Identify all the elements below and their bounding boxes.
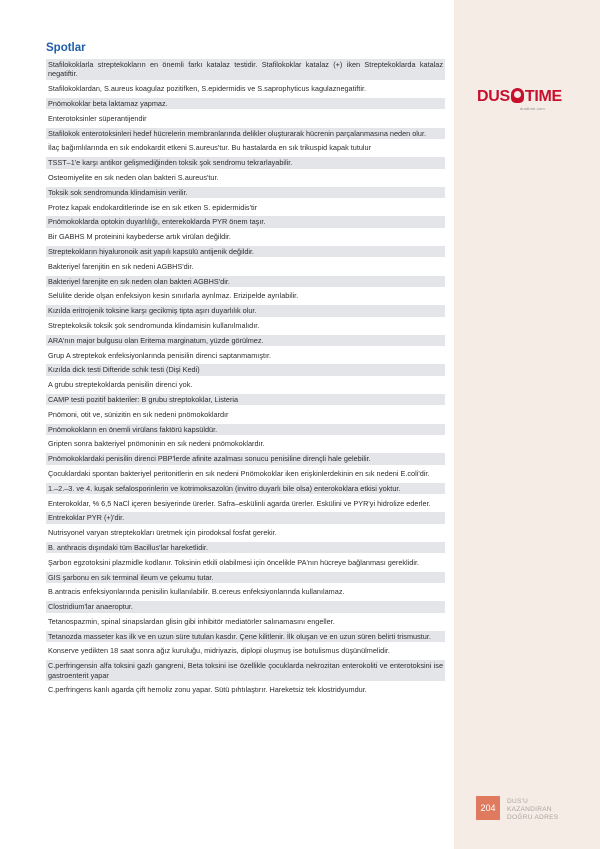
- fact-item: Pnömokoklardaki penisilin direnci PBP'lerde afinite azalması sonucu penisiline dirençli hale gelebilir.: [46, 453, 445, 464]
- fact-item: Konserve yedikten 18 saat sonra ağız kuruluğu, midriyazis, diplopi oluşmuş ise botulismus düşünülmelidir.: [48, 646, 390, 656]
- fact-item: Clostridium'lar anaeroptur.: [46, 601, 445, 612]
- tooth-icon: [511, 88, 524, 103]
- fact-item: B.antracis enfeksiyonlarında penisilin kullanılabilir. B.cereus enfeksiyonlarında kullanılamaz.: [48, 587, 345, 597]
- brand-slogan: [507, 798, 558, 822]
- dustime-logo: [477, 88, 562, 106]
- fact-item: C.perfringensin alfa toksini gazlı gangreni, Beta toksini ise özellikle çocuklarda nekrozitan enterokoliti ve enterotoksini ise gastroenterit yapar: [48, 661, 443, 680]
- fact-item: A grubu streptekoklarda penisilin direnci yok.: [48, 380, 193, 390]
- fact-item: Enterotoksinler süperantijendir: [48, 113, 147, 123]
- fact-item: B. anthracis dışındaki tüm Bacillus'lar hareketlidir.: [46, 542, 445, 553]
- fact-item: Stafilokok enterotoksinleri hedef hücrelerin membranlarında delikler oluşturarak hücrenin parçalanmasına neden olur.: [46, 128, 445, 139]
- fact-item: Bir GABHS M proteinini kaybederse artık virülan değildir.: [48, 232, 231, 242]
- fact-item: Gripten sonra bakteriyel pnömoninin en sık nedeni pnömokoklardır.: [48, 439, 265, 449]
- section-title: Spotlar: [46, 42, 86, 54]
- fact-item: Protez kapak endokarditlerinde ise en sık etken S. epidermidis'tir: [48, 202, 258, 212]
- fact-item: Stafilokoklarla streptekokların en önemli farkı katalaz testidir. Stafilokoklar katalaz (+) iken Streptekoklarda katalaz negatiftir.: [48, 60, 443, 79]
- fact-item: TSST–1'e karşı antikor gelişmediğinden toksik şok sendromu tekrarlayabilir.: [46, 157, 445, 168]
- fact-item: Enterokoklar, % 6,5 NaCl içeren besiyerinde ürerler. Safra–eskülinli agarda ürerler. Eskülini ve PYR'yi hidrolize ederler.: [48, 498, 431, 508]
- fact-item: Şarbon egzotoksini plazmidle kodlanır. Toksinin etkili olabilmesi için öncelikle PA'nın hücreye bağlanması gereklidir.: [48, 557, 420, 567]
- fact-item: GIS şarbonu en sık terminal ileum ve çekumu tutar.: [46, 572, 445, 583]
- facts-list: [46, 59, 445, 699]
- fact-item: Toksik sok sendromunda klindamisin verilir.: [46, 187, 445, 198]
- logo-left-text: DUS: [477, 88, 510, 105]
- page-number: 204: [476, 796, 500, 820]
- fact-item: CAMP testi pozitif bakteriler: B grubu streptokoklar, Listeria: [46, 394, 445, 405]
- logo-right-text: TIME: [524, 88, 562, 105]
- fact-item: Pnömoni, otit ve, sünizitin en sık nedeni pnömokoklardır: [48, 409, 229, 419]
- fact-item: Stafilokoklardan, S.aureus koagulaz pozitifken, S.epidermidis ve S.saprophyticus kagulaznegatiftir.: [48, 84, 366, 94]
- fact-item: Tetanozda masseter kas ilk ve en uzun süre tutulan kasdır. Çene kilitlenir. İlk oluşan ve en uzun süren belirti trismustur.: [46, 631, 445, 642]
- fact-item: Pnömokoklar beta laktamaz yapmaz.: [46, 98, 445, 109]
- fact-item: ARA'nın major bulgusu olan Eritema marginatum, yüzde görülmez.: [46, 335, 445, 346]
- logo-subtitle: dustime.com: [520, 106, 545, 111]
- fact-item: Pnömokokların en önemli virülans faktörü kapsüldür.: [46, 424, 445, 435]
- fact-item: İlaç bağımlılarında en sık endokardit etkeni S.aureus'tur. Bu hastalarda en sık trikuspid kapak tutulur: [48, 143, 372, 153]
- fact-item: Nutrisyonel varyan streptekokları üretmek için pirodoksal fosfat gerekir.: [48, 528, 277, 538]
- fact-item: Bakteriyel farenjite en sık neden olan bakteri AGBHS'dir.: [46, 276, 445, 287]
- fact-item: Bakteriyel farenjitin en sık nedeni AGBHS'dir.: [48, 261, 194, 271]
- fact-item: Osteomiyelite en sık neden olan bakteri S.aureus'tur.: [48, 172, 219, 182]
- page-sidebar: [454, 0, 600, 849]
- fact-item: Kızılda dick testi Difteride schik testi (Dişi Kedi): [46, 364, 445, 375]
- fact-item: Pnömokoklarda optokin duyarlılığı, enterekoklarda PYR önem taşır.: [46, 216, 445, 227]
- fact-item: Kızılda eritrojenik toksine karşı gecikmiş tipta aşırı duyarlılık olur.: [46, 305, 445, 316]
- fact-item: Çocuklardaki spontan bakteriyel peritonitlerin en sık nedeni Pnömokoklar iken erişkinlerdekinin en sık nedeni E.coli'dir.: [48, 468, 430, 478]
- brand-slogan-line: DOĞRU ADRES: [507, 814, 559, 821]
- fact-item: Grup A streptekok enfeksiyonlarında penisilin direnci saptanmamıştır.: [48, 350, 272, 360]
- brand-slogan-line: KAZANDIRAN: [507, 806, 552, 813]
- fact-item: Streptekoksik toksik şok sendromunda klindamisin kullanılmalıdır.: [48, 320, 260, 330]
- fact-item: Selülite deride olşan enfeksiyon kesin sınırlarla ayrılmaz. Erizipelde ayrılabilir.: [48, 291, 299, 301]
- fact-item: 1.–2.–3. ve 4. kuşak sefalosporinlerin ve kotrimoksazolün (invitro duyarlı bile olsa) enterokoklara etkisi yoktur.: [46, 483, 445, 494]
- fact-item: Entrekoklar PYR (+)'dir.: [46, 512, 445, 523]
- brand-slogan-line: DUS'U: [507, 798, 529, 805]
- fact-item: C.perfringens kanlı agarda çift hemoliz zonu yapar. Sütü pıhtılaştırır. Hareketsiz tek klostridyumdur.: [48, 685, 367, 695]
- fact-item: Streptekokların hiyaluronoik asit yapılı kapsülü antijenik değildir.: [46, 246, 445, 257]
- fact-item: Tetanospazmin, spinal sinapslardan glisin gibi inhibitör mediatörler salınamasını engeller.: [48, 616, 335, 626]
